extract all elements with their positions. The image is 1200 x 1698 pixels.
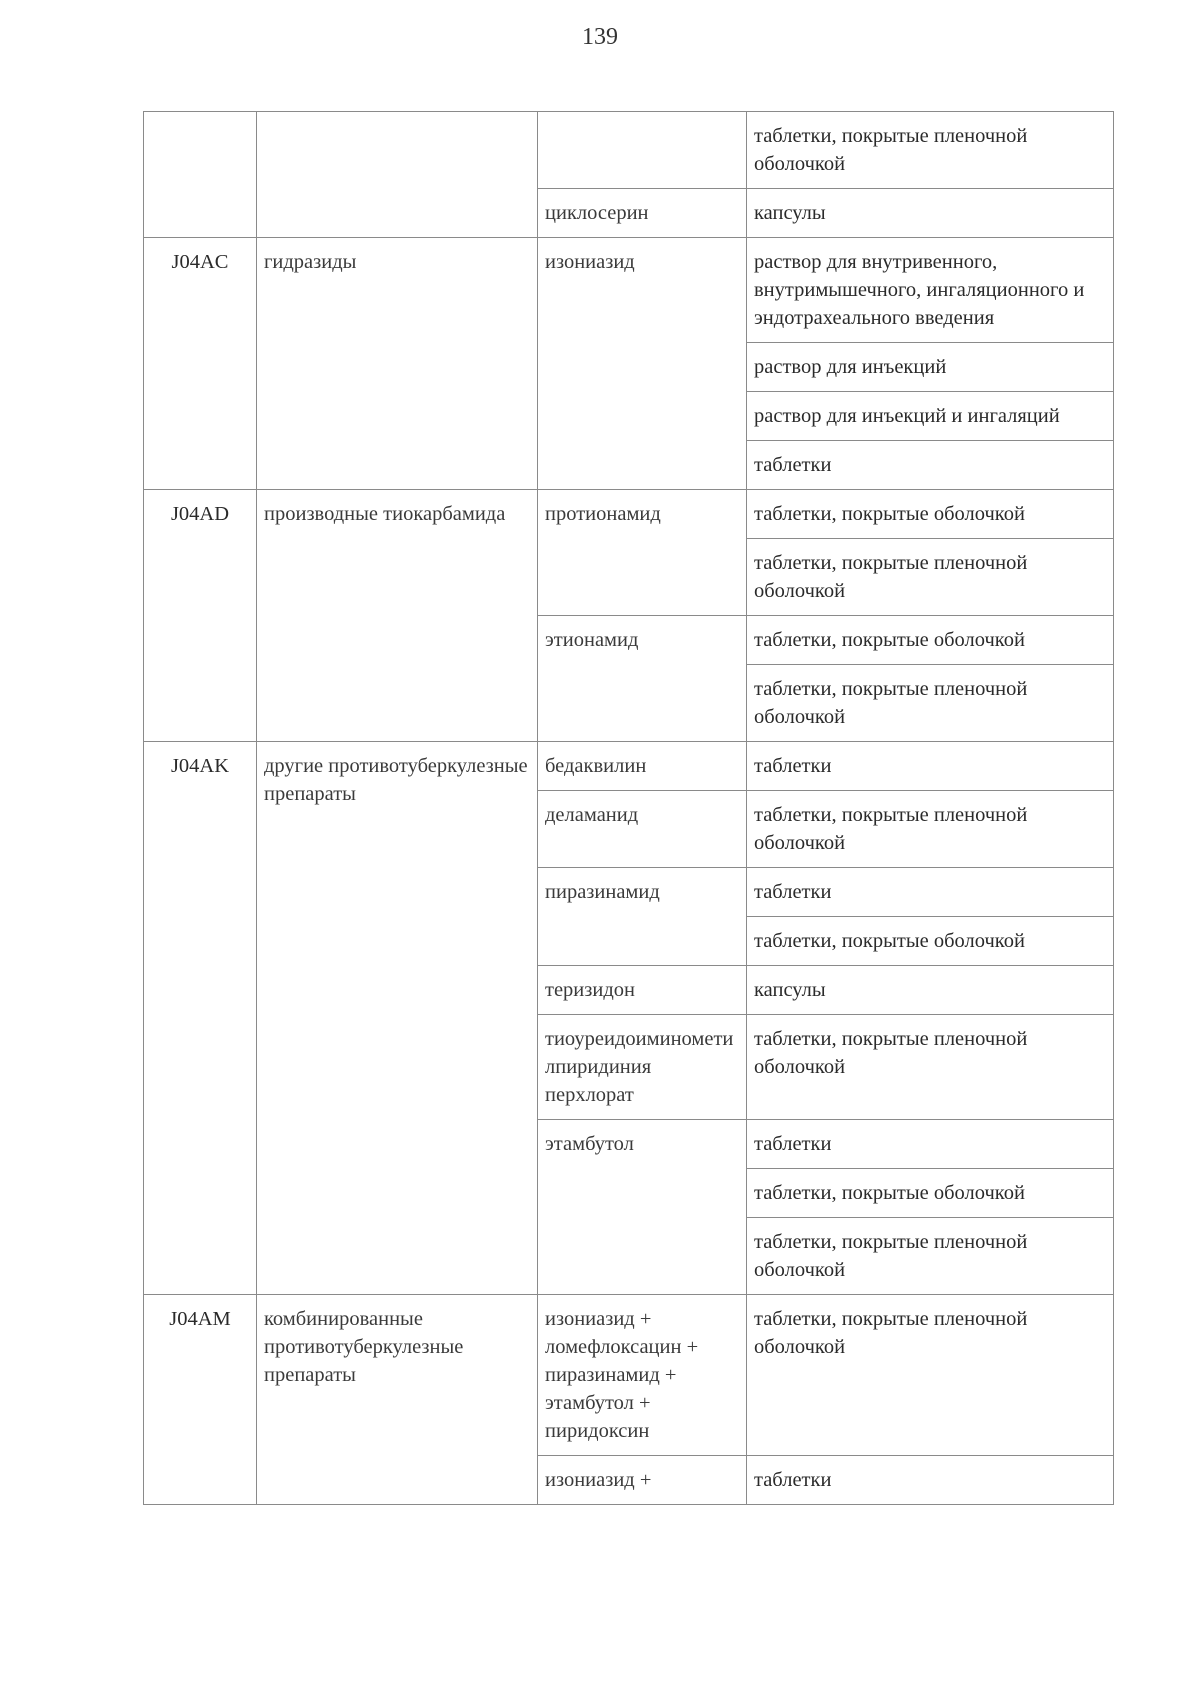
table-row [144,112,1114,189]
drug-cell: бедаквилин [538,742,747,791]
table-row [144,1295,1114,1456]
form-cell: раствор для инъекций и ингаляций [747,392,1114,441]
drug-cell: деламанид [538,791,747,868]
drug-cell: теризидон [538,966,747,1015]
form-cell: таблетки [747,441,1114,490]
form-cell: таблетки [747,1120,1114,1169]
form-cell: таблетки, покрытые пленочной оболочкой [747,791,1114,868]
form-cell: раствор для инъекций [747,343,1114,392]
table-row [144,238,1114,343]
drug-list-table [143,111,1114,1505]
form-cell: таблетки, покрытые оболочкой [747,616,1114,665]
group-cell: гидразиды [257,238,538,490]
drug-cell: пиразинамид [538,868,747,966]
page-number: 139 [582,24,618,50]
form-cell: таблетки, покрытые пленочной оболочкой [747,112,1114,189]
drug-cell: протионамид [538,490,747,616]
table-row [144,742,1114,791]
drug-cell: изониазид [538,238,747,490]
form-cell: таблетки, покрытые оболочкой [747,1169,1114,1218]
form-cell: таблетки, покрытые пленочной оболочкой [747,1015,1114,1120]
group-cell: комбинированные противотуберкулезные препараты [257,1295,538,1505]
atc-code-cell: J04AD [144,490,257,742]
group-cell [257,112,538,238]
form-cell: таблетки, покрытые оболочкой [747,490,1114,539]
form-cell: таблетки, покрытые оболочкой [747,917,1114,966]
drug-cell: этамбутол [538,1120,747,1295]
form-cell: таблетки, покрытые пленочной оболочкой [747,1295,1114,1456]
form-cell: таблетки, покрытые пленочной оболочкой [747,1218,1114,1295]
form-cell: раствор для внутривенного, внутримышечного, ингаляционного и эндотрахеального введения [747,238,1114,343]
table-row [144,490,1114,539]
drug-cell: циклосерин [538,189,747,238]
form-cell: капсулы [747,966,1114,1015]
drug-cell: изониазид + ломефлоксацин + пиразинамид + этамбутол + пиридоксин [538,1295,747,1456]
atc-code-cell: J04AM [144,1295,257,1505]
drug-cell [538,112,747,189]
form-cell: таблетки, покрытые пленочной оболочкой [747,665,1114,742]
atc-code-cell: J04AC [144,238,257,490]
drug-cell: этионамид [538,616,747,742]
atc-code-cell: J04AK [144,742,257,1295]
drug-cell: изониазид + [538,1456,747,1505]
form-cell: таблетки [747,742,1114,791]
form-cell: таблетки [747,868,1114,917]
form-cell: капсулы [747,189,1114,238]
atc-code-cell [144,112,257,238]
form-cell: таблетки, покрытые пленочной оболочкой [747,539,1114,616]
form-cell: таблетки [747,1456,1114,1505]
group-cell: другие противотуберкулезные препараты [257,742,538,1295]
group-cell: производные тиокарбамида [257,490,538,742]
drug-cell: тиоуреидоиминометилпиридиния перхлорат [538,1015,747,1120]
